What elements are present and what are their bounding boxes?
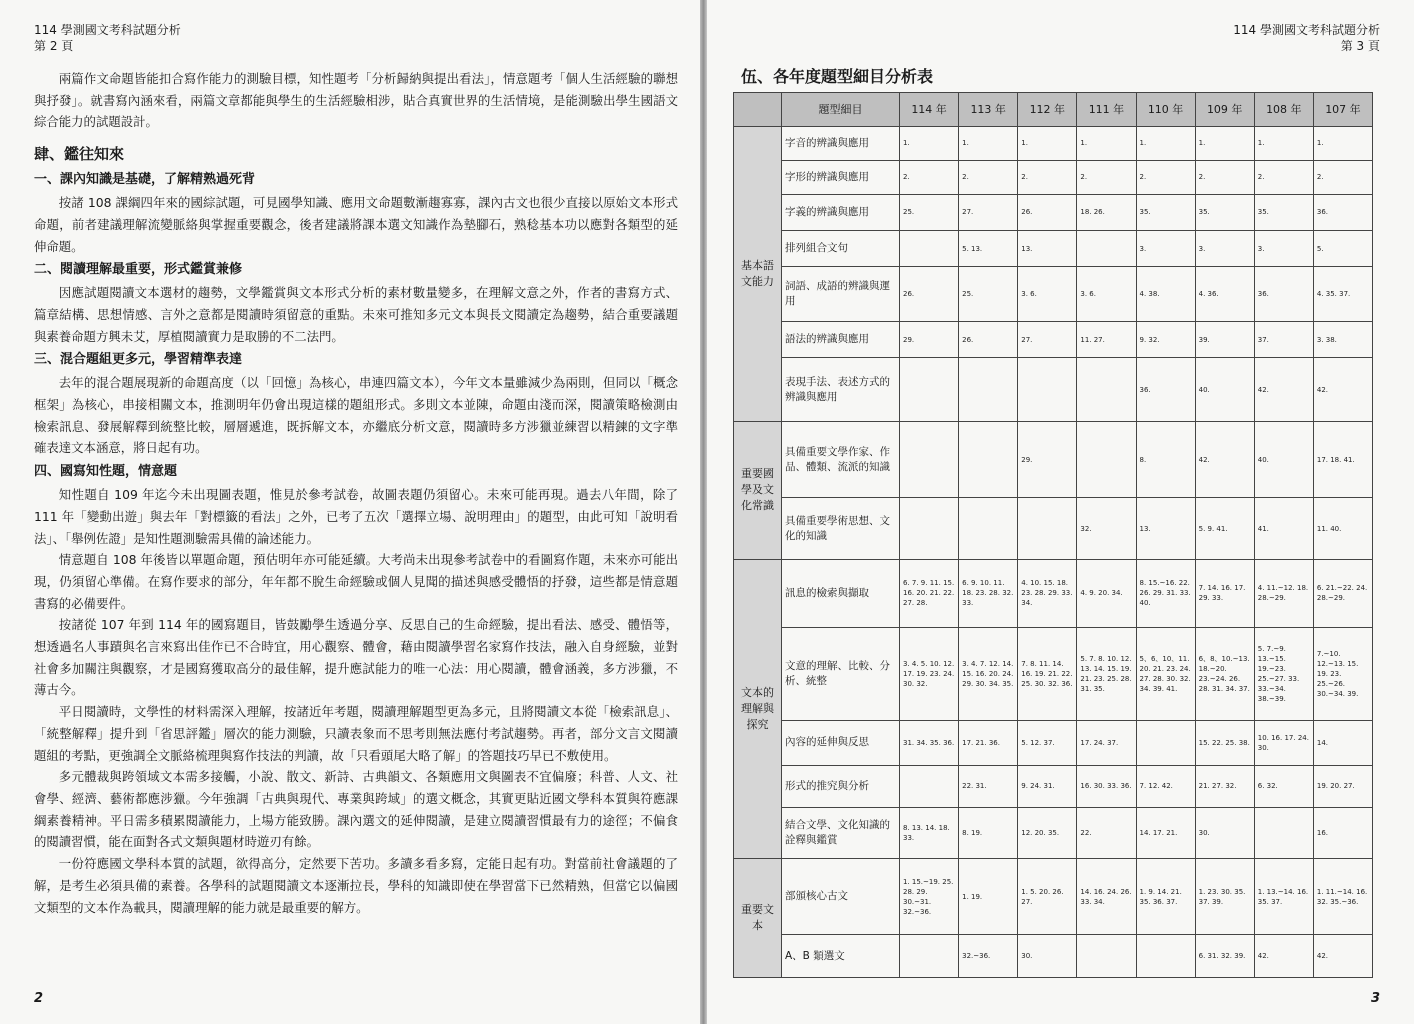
value-cell: 32.	[1077, 498, 1136, 560]
header-year: 107 年	[1313, 93, 1372, 127]
header-year: 112 年	[1018, 93, 1077, 127]
item-cell: 語法的辨識與應用	[782, 322, 900, 358]
value-cell: 1.	[1254, 127, 1313, 161]
value-cell: 6. 21.~22. 24. 28.~29.	[1313, 559, 1372, 627]
item-cell: 具備重要文學作家、作品、體類、流派的知識	[782, 421, 900, 497]
value-cell	[900, 358, 959, 422]
category-cell: 文本的理解與探究	[734, 559, 782, 858]
subsection-2-paragraph: 因應試題閱讀文本選材的趨勢，文學鑑賞與文本形式分析的素材數量變多，在理解文意之外，作者的書寫方式、篇章結構、思想情感、言外之意都是閱讀時須留意的重點。未來可推知多元文本與長文閱讀定為趨勢，結合重要議題與素養命題方興未艾，厚植閱讀實力是取勝的不二法門。	[34, 285, 678, 344]
closing-paragraph-1: 平日閱讀時，文學性的材料需深入理解，按諸近年考題，閱讀理解題型更為多元，且將閱讀文本從「檢索訊息」、「統整解釋」提升到「省思評鑑」層次的能力測驗，只讀表象而不思考則無法應付考試趨勢。再者，部分文言文閱讀題組的考點，更強調全文脈絡梳理與寫作技法的判讀，故「只看頭尾大略了解」的答題技巧早已不敷使用。	[34, 704, 678, 763]
table-row	[734, 230, 1373, 266]
subsection-4-title: 四、國寫知性題，情意題	[34, 464, 178, 480]
value-cell: 8. 13. 14. 18. 33.	[900, 808, 959, 859]
table-header-row	[734, 93, 1373, 127]
subsection-3-paragraph: 去年的混合題展現新的命題高度（以「回憶」為核心，串連四篇文本），今年文本量雖減少為兩則，但同以「概念框架」為核心，串接相關文本，推測明年仍會出現這樣的題組形式。多則文本並陳，命題由淺而深，閱讀策略檢測由檢索訊息、發展解釋到統整比較，層層遞進，既拆解文本，亦繼底分析文意，閱讀時多方涉獵並練習以精鍊的文字準確表達文本涵意，將日起有功。	[34, 375, 678, 456]
value-cell: 1.	[1077, 127, 1136, 161]
value-cell: 7. 14. 16. 17. 29. 33.	[1195, 559, 1254, 627]
value-cell: 4. 38.	[1136, 267, 1195, 322]
value-cell: 25.	[959, 267, 1018, 322]
table-row	[734, 627, 1373, 720]
table-row	[734, 721, 1373, 766]
value-cell: 3. 4. 7. 12. 14. 15. 16. 20. 24. 29. 30. 34. 35.	[959, 627, 1018, 720]
table-row	[734, 808, 1373, 859]
value-cell: 16. 30. 33. 36.	[1077, 765, 1136, 807]
book-gutter	[700, 0, 707, 1024]
category-cell: 基本語文能力	[734, 127, 782, 422]
table-row	[734, 498, 1373, 560]
value-cell: 31. 34. 35. 36.	[900, 721, 959, 766]
value-cell: 15. 22. 25. 38.	[1195, 721, 1254, 766]
value-cell: 42.	[1313, 358, 1372, 422]
value-cell: 16.	[1313, 808, 1372, 859]
value-cell: 9. 24. 31.	[1018, 765, 1077, 807]
value-cell: 3. 38.	[1313, 322, 1372, 358]
value-cell: 14. 17. 21.	[1136, 808, 1195, 859]
value-cell: 1.	[1195, 127, 1254, 161]
value-cell: 22.	[1077, 808, 1136, 859]
value-cell: 1. 15.~19. 25. 28. 29. 30.~31. 32.~36.	[900, 859, 959, 935]
subsection-3-title: 三、混合題組更多元，學習精準表達	[34, 352, 243, 368]
value-cell: 42.	[1195, 421, 1254, 497]
item-cell: 結合文學、文化知識的詮釋與鑑賞	[782, 808, 900, 859]
left-page-label: 第 2 頁	[34, 39, 74, 53]
value-cell: 25.	[900, 194, 959, 230]
value-cell: 6. 31. 32. 39.	[1195, 935, 1254, 978]
value-cell: 2.	[1195, 160, 1254, 194]
value-cell: 27.	[959, 194, 1018, 230]
value-cell: 1.	[900, 127, 959, 161]
value-cell: 36.	[1136, 358, 1195, 422]
value-cell: 35.	[1136, 194, 1195, 230]
value-cell: 36.	[1254, 267, 1313, 322]
subsection-4-paragraph-1: 知性題自 109 年迄今未出現圖表題，惟見於參考試卷，故圖表題仍須留心。未來可能再現。過去八年間，除了 111 年「變動出遊」與去年「對標籤的看法」之外，已考了五次「選擇立場、說明理由」的題型，由此可知「說明看法」、「舉例佐證」是知性題測驗需具備的論述能力。	[34, 487, 678, 546]
item-cell: 形式的推究與分析	[782, 765, 900, 807]
value-cell: 5. 7.~9. 13.~15. 19.~23. 25.~27. 33. 33.~34. 38.~39.	[1254, 627, 1313, 720]
value-cell: 26.	[900, 267, 959, 322]
value-cell: 13.	[1136, 498, 1195, 560]
value-cell: 14. 16. 24. 26. 33. 34.	[1077, 859, 1136, 935]
value-cell: 30.	[1018, 935, 1077, 978]
value-cell: 14.	[1313, 721, 1372, 766]
left-page	[0, 0, 700, 1024]
value-cell: 6. 32.	[1254, 765, 1313, 807]
item-cell: 表現手法、表述方式的辨識與應用	[782, 358, 900, 422]
table-row	[734, 358, 1373, 422]
value-cell: 17. 24. 37.	[1077, 721, 1136, 766]
intro-paragraph: 兩篇作文命題皆能扣合寫作能力的測驗目標，知性題考「分析歸納與提出看法」，情意題考「個人生活經驗的聯想與抒發」。就書寫內涵來看，兩篇文章都能與學生的生活經驗相涉，貼合真實世界的生活情境，是能測驗出學生國語文綜合能力的試題設計。	[34, 71, 678, 130]
value-cell: 4. 35. 37.	[1313, 267, 1372, 322]
value-cell: 2.	[1077, 160, 1136, 194]
value-cell	[959, 421, 1018, 497]
value-cell: 26.	[959, 322, 1018, 358]
table-row	[734, 160, 1373, 194]
value-cell	[900, 498, 959, 560]
header-blank-cell	[734, 93, 782, 127]
value-cell: 1. 5. 20. 26. 27.	[1018, 859, 1077, 935]
header-year: 109 年	[1195, 93, 1254, 127]
value-cell: 7.~10. 12.~13. 15. 19. 23. 25.~26. 30.~34. 39.	[1313, 627, 1372, 720]
subsection-2-title: 二、閱讀理解最重要，形式鑑賞兼修	[34, 262, 243, 278]
right-page-number: 3	[1370, 991, 1380, 1006]
table-row	[734, 322, 1373, 358]
value-cell	[1077, 935, 1136, 978]
value-cell: 1. 9. 14. 21. 35. 36. 37.	[1136, 859, 1195, 935]
value-cell: 9. 32.	[1136, 322, 1195, 358]
subsection-4-paragraph-2: 情意題自 108 年後皆以單題命題，預估明年亦可能延續。大考尚未出現參考試卷中的看圖寫作題，未來亦可能出現，仍須留心準備。在寫作要求的部分，年年都不脫生命經驗或個人見聞的描述與感受體悟的抒發，這些都是情意題書寫的必備要件。	[34, 552, 678, 611]
header-year: 114 年	[900, 93, 959, 127]
value-cell: 2.	[1018, 160, 1077, 194]
value-cell	[959, 498, 1018, 560]
value-cell: 26.	[1018, 194, 1077, 230]
item-cell: 文意的理解、比較、分析、統整	[782, 627, 900, 720]
left-body	[34, 68, 678, 918]
value-cell: 11. 27.	[1077, 322, 1136, 358]
table-row	[734, 127, 1373, 161]
category-cell: 重要文本	[734, 859, 782, 978]
value-cell: 3.	[1136, 230, 1195, 266]
value-cell	[900, 230, 959, 266]
item-cell: 排列組合文句	[782, 230, 900, 266]
value-cell	[1018, 358, 1077, 422]
value-cell: 39.	[1195, 322, 1254, 358]
value-cell	[1077, 421, 1136, 497]
table-body	[734, 127, 1373, 978]
value-cell: 41.	[1254, 498, 1313, 560]
value-cell: 5、6、10、11. 20. 21. 23. 24. 27. 28. 30. 32. 34. 39. 41.	[1136, 627, 1195, 720]
value-cell: 42.	[1313, 935, 1372, 978]
value-cell: 1. 23. 30. 35. 37. 39.	[1195, 859, 1254, 935]
item-cell: 字音的辨識與應用	[782, 127, 900, 161]
value-cell: 1. 13.~14. 16. 35. 37.	[1254, 859, 1313, 935]
value-cell: 6. 9. 10. 11. 18. 23. 28. 32. 33.	[959, 559, 1018, 627]
value-cell: 30.	[1195, 808, 1254, 859]
value-cell: 5. 7. 8. 10. 12. 13. 14. 15. 19. 21. 23. 25. 28. 31. 35.	[1077, 627, 1136, 720]
table-row	[734, 859, 1373, 935]
value-cell: 27.	[1018, 322, 1077, 358]
item-cell: 字形的辨識與應用	[782, 160, 900, 194]
table-row	[734, 559, 1373, 627]
value-cell: 8. 15.~16. 22. 26. 29. 31. 33. 40.	[1136, 559, 1195, 627]
value-cell	[900, 935, 959, 978]
header-item: 題型細目	[782, 93, 900, 127]
item-cell: 訊息的檢索與擷取	[782, 559, 900, 627]
value-cell: 35.	[1254, 194, 1313, 230]
value-cell: 1.	[1136, 127, 1195, 161]
analysis-table	[733, 92, 1373, 978]
value-cell	[1136, 935, 1195, 978]
item-cell: 具備重要學術思想、文化的知識	[782, 498, 900, 560]
item-cell: 部頒核心古文	[782, 859, 900, 935]
header-year: 110 年	[1136, 93, 1195, 127]
item-cell: 字義的辨識與應用	[782, 194, 900, 230]
closing-paragraph-2: 多元體裁與跨領域文本需多接觸，小說、散文、新詩、古典韻文、各類應用文與圖表不宜偏廢；科普、人文、社會學、經濟、藝術都應涉獵。今年強調「古典與現代、專業與跨域」的選文概念，其實更貼近國文學科本質與符應課綱素養精神。平日需多積累閱讀能力，上場方能致勝。課內選文的延伸閱讀，是建立閱讀習慣最有力的途徑；不偏食的閱讀習慣，能在面對各式文類與題材時遊刃有餘。	[34, 769, 678, 850]
value-cell: 2.	[959, 160, 1018, 194]
value-cell: 7. 12. 42.	[1136, 765, 1195, 807]
value-cell: 5. 9. 41.	[1195, 498, 1254, 560]
value-cell: 1.	[1018, 127, 1077, 161]
item-cell: 詞語、成語的辨識與運用	[782, 267, 900, 322]
subsection-1-paragraph: 按諸 108 課綱四年來的國綜試題，可見國學知識、應用文命題數漸趨寡寡，課內古文也很少直接以原始文本形式命題，前者建議理解流變脈絡與掌握重要觀念，後者建議將課本選文知識作為墊腳石，熟稔基本功以應對各類型的延伸命題。	[34, 195, 678, 254]
item-cell: 內容的延伸與反思	[782, 721, 900, 766]
value-cell	[1077, 230, 1136, 266]
value-cell: 4. 10. 15. 18. 23. 28. 29. 33. 34.	[1018, 559, 1077, 627]
value-cell	[1018, 498, 1077, 560]
value-cell: 4. 11.~12. 18. 28.~29.	[1254, 559, 1313, 627]
value-cell: 11. 40.	[1313, 498, 1372, 560]
value-cell: 22. 31.	[959, 765, 1018, 807]
right-page	[707, 0, 1414, 1024]
value-cell: 19. 20. 27.	[1313, 765, 1372, 807]
value-cell	[900, 765, 959, 807]
value-cell: 37.	[1254, 322, 1313, 358]
value-cell: 3. 4. 5. 10. 12. 17. 19. 23. 24. 30. 32.	[900, 627, 959, 720]
value-cell: 6、8、10.~13. 18.~20. 23.~24. 26. 28. 31. 34. 37.	[1195, 627, 1254, 720]
table-row	[734, 267, 1373, 322]
right-running-header	[1233, 22, 1380, 54]
value-cell: 42.	[1254, 358, 1313, 422]
value-cell: 17. 21. 36.	[959, 721, 1018, 766]
table-row	[734, 421, 1373, 497]
table-title: 伍、各年度題型細目分析表	[741, 67, 934, 86]
value-cell: 29.	[1018, 421, 1077, 497]
value-cell: 8.	[1136, 421, 1195, 497]
value-cell: 2.	[900, 160, 959, 194]
closing-paragraph-3: 一份符應國文學科本質的試題，欲得高分，定然要下苦功。多讀多看多寫，定能日起有功。對當前社會議題的了解，是考生必須具備的素養。各學科的試題閱讀文本逐漸拉長，學科的知識即使在學習當下已然精熟，但當它以偏國文類型的文本作為載具，閱讀理解的能力就是最重要的解方。	[34, 856, 678, 915]
value-cell: 7. 8. 11. 14. 16. 19. 21. 22. 25. 30. 32. 36.	[1018, 627, 1077, 720]
subsection-1-title: 一、課內知識是基礎，了解精熟過死背	[34, 172, 256, 188]
category-cell: 重要國學及文化常識	[734, 421, 782, 559]
subsection-4-paragraph-3: 按諸從 107 年到 114 年的國寫題目，皆鼓勵學生透過分享、反思自己的生命經驗，提出看法、感受、體悟等，想透過名人事蹟與名言來寫出佳作已不合時宜，用心觀察、體會，藉由閱讀學習名家寫作技法，融入自身經驗，並對社會多加關注與觀察，才是國寫獲取高分的最佳解，提升應試能力的唯一心法：用心閱讀，體會涵義，多方涉獵，不薄古今。	[34, 617, 678, 698]
value-cell: 3.	[1254, 230, 1313, 266]
value-cell: 4. 9. 20. 34.	[1077, 559, 1136, 627]
value-cell	[1077, 358, 1136, 422]
value-cell: 5. 12. 37.	[1018, 721, 1077, 766]
value-cell: 10. 16. 17. 24. 30.	[1254, 721, 1313, 766]
value-cell: 1. 11.~14. 16. 32. 35.~36.	[1313, 859, 1372, 935]
value-cell: 2.	[1313, 160, 1372, 194]
table-row	[734, 935, 1373, 978]
table-row	[734, 194, 1373, 230]
value-cell: 3.	[1195, 230, 1254, 266]
value-cell: 17. 18. 41.	[1313, 421, 1372, 497]
value-cell: 18. 26.	[1077, 194, 1136, 230]
value-cell: 1.	[1313, 127, 1372, 161]
value-cell: 40.	[1254, 421, 1313, 497]
value-cell: 8. 19.	[959, 808, 1018, 859]
left-page-number: 2	[34, 991, 44, 1006]
value-cell: 2.	[1136, 160, 1195, 194]
value-cell: 2.	[1254, 160, 1313, 194]
header-year: 108 年	[1254, 93, 1313, 127]
value-cell: 3. 6.	[1018, 267, 1077, 322]
item-cell: A、B 類選文	[782, 935, 900, 978]
table-row	[734, 765, 1373, 807]
value-cell: 40.	[1195, 358, 1254, 422]
value-cell: 42.	[1254, 935, 1313, 978]
value-cell: 13.	[1018, 230, 1077, 266]
value-cell: 5. 13.	[959, 230, 1018, 266]
value-cell	[1254, 808, 1313, 859]
value-cell: 36.	[1313, 194, 1372, 230]
value-cell	[959, 358, 1018, 422]
header-year: 113 年	[959, 93, 1018, 127]
header-year: 111 年	[1077, 93, 1136, 127]
value-cell: 32.~36.	[959, 935, 1018, 978]
value-cell: 1.	[959, 127, 1018, 161]
value-cell: 12. 20. 35.	[1018, 808, 1077, 859]
left-running-header	[34, 22, 181, 54]
right-page-label: 第 3 頁	[1340, 39, 1380, 53]
value-cell: 5.	[1313, 230, 1372, 266]
value-cell	[900, 421, 959, 497]
left-running-title: 114 學測國文考科試題分析	[34, 23, 181, 37]
value-cell: 35.	[1195, 194, 1254, 230]
value-cell: 6. 7. 9. 11. 15. 16. 20. 21. 22. 27. 28.	[900, 559, 959, 627]
value-cell: 21. 27. 32.	[1195, 765, 1254, 807]
section-title: 肆、鑑往知來	[34, 145, 125, 164]
value-cell: 1. 19.	[959, 859, 1018, 935]
value-cell: 4. 36.	[1195, 267, 1254, 322]
value-cell	[1136, 721, 1195, 766]
right-running-title: 114 學測國文考科試題分析	[1233, 23, 1380, 37]
value-cell: 29.	[900, 322, 959, 358]
value-cell: 3. 6.	[1077, 267, 1136, 322]
